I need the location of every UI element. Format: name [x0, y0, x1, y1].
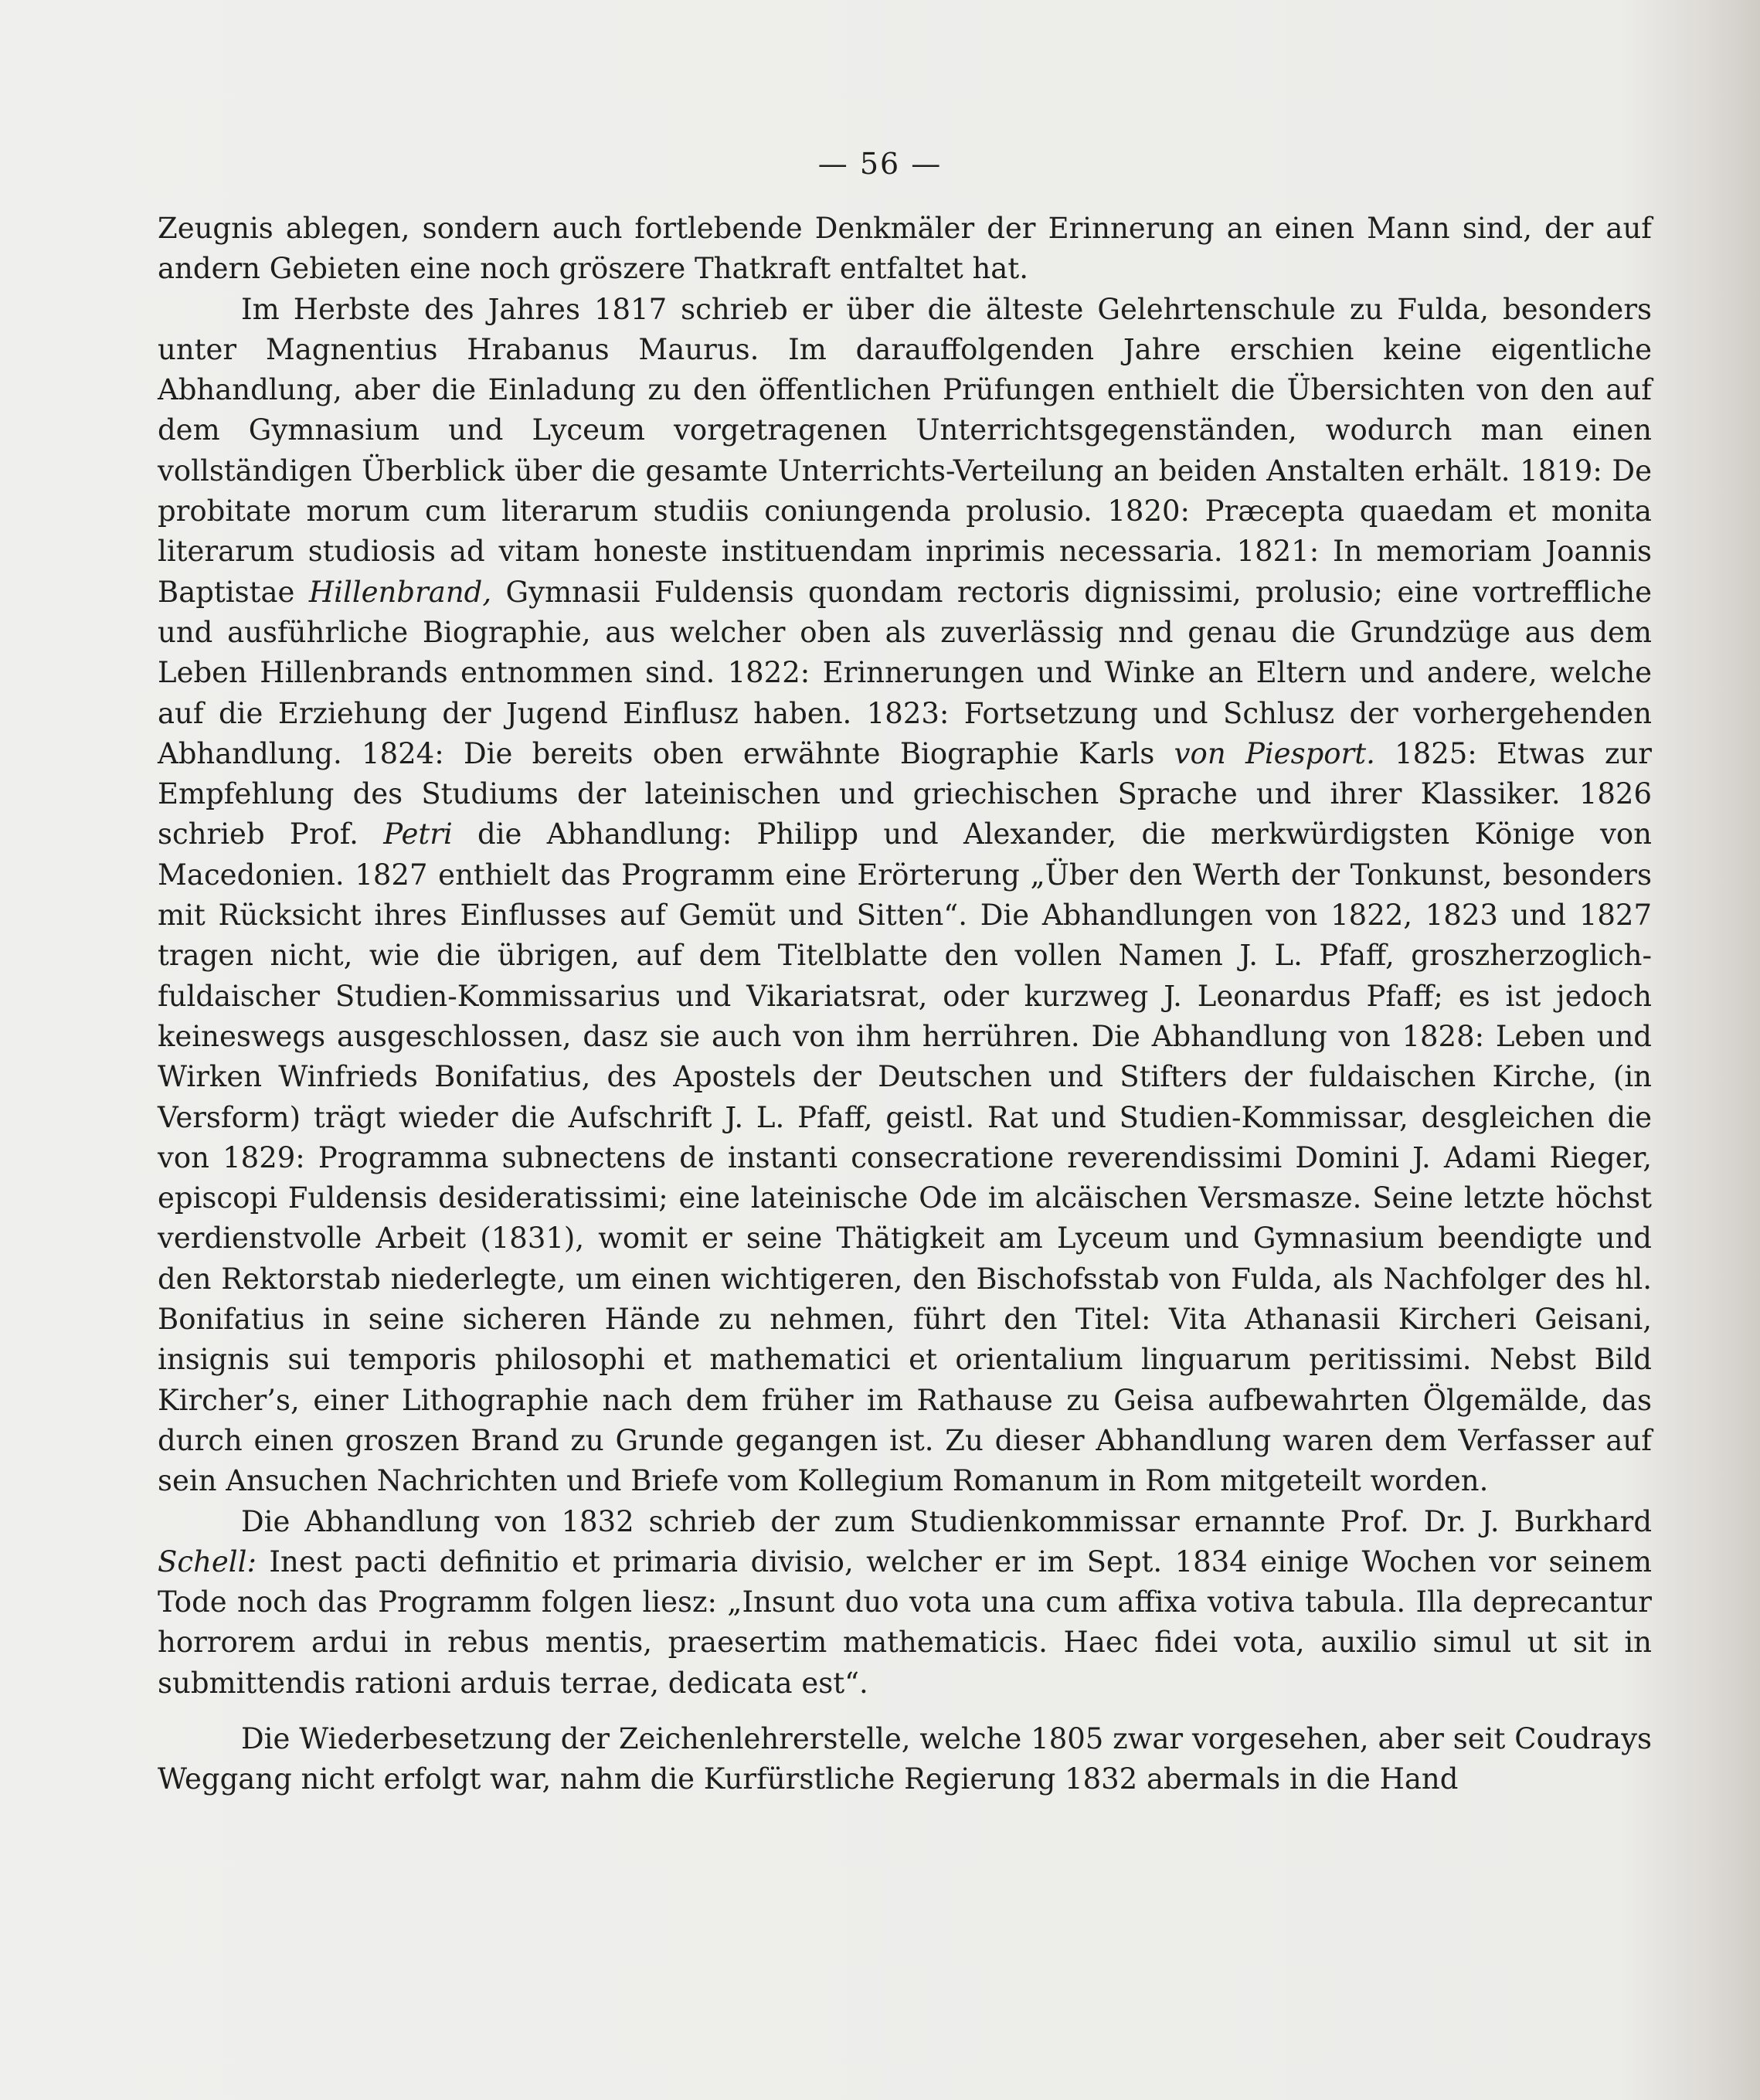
page-number: — 56 —	[817, 147, 943, 181]
text-run: Die Wiederbesetzung der Zeichenlehrerstelle, welche 1805 zwar vorgesehen, aber seit Coudrays Weggang nicht erfolgt war, nahm die Kurfürstliche Regierung 1832 abermals in die Hand	[158, 1721, 1652, 1796]
text-run: Inest pacti definitio et primaria divisio, welcher er im Sept. 1834 einige Wochen vor seinem Tode noch das Programm folgen liesz: „Insunt duo vota una cum affixa votiva tabula. Illa deprecantur horrorem ardui in rebus mentis, praesertim mathematicis. Haec fidei vota, auxilio simul ut sit in submittendis rationi arduis terrae, dedicata est“.	[158, 1544, 1652, 1700]
text-run: 1825: Etwas zur Empfehlung des Studiums der lateinischen und griechischen Sprache und ihrer Klassiker. 1826 schrieb Prof.	[158, 736, 1652, 851]
paragraph	[158, 209, 1652, 290]
text-run: Die Abhandlung von 1832 schrieb der zum Studienkommissar ernannte Prof. Dr. J. Burkhard	[241, 1504, 1652, 1538]
body-text	[158, 209, 1652, 1800]
text-run: die Abhandlung: Philipp und Alexander, die merkwürdigsten Könige von Macedonien. 1827 enthielt das Programm eine Erörterung „Über den Werth der Tonkunst, besonders mit Rücksicht ihres Einflusses auf Gemüt und Sitten“. Die Abhandlungen von 1822, 1823 und 1827 tragen nicht, wie die übrigen, auf dem Titelblatte den vollen Namen J. L. Pfaff, groszherzoglich-fuldaischer Studien-Kommissarius und Vikariatsrat, oder kurzweg J. Leonardus Pfaff; es ist jedoch keineswegs ausgeschlossen, dasz sie auch von ihm herrühren. Die Abhandlung von 1828: Leben und Wirken Winfrieds Bonifatius, des Apostels der Deutschen und Stifters der fuldaischen Kirche, (in Versform) trägt wieder die Aufschrift J. L. Pfaff, geistl. Rat und Studien-Kommissar, desgleichen die von 1829: Programma subnectens de instanti consecratione reverendissimi Domini J. Adami Rieger, episcopi Fuldensis desideratissimi; eine lateinische Ode im alcäischen Versmasze. Seine letzte höchst verdienstvolle Arbeit (1831), womit er seine Thätigkeit am Lyceum und Gymnasium beendigte und den Rektorstab niederlegte, um einen wichtigeren, den Bischofsstab von Fulda, als Nachfolger des hl. Bonifatius in seine sicheren Hände zu nehmen, führt den Titel: Vita Athanasii Kircheri Geisani, insignis sui temporis philosophi et mathematici et orientalium linguarum peritissimi. Nebst Bild Kircher’s, einer Lithographie nach dem früher im Rathause zu Geisa aufbewahrten Ölgemälde, das durch einen groszen Brand zu Grunde gegangen ist. Zu dieser Abhandlung waren dem Verfasser auf sein Ansuchen Nachrichten und Briefe vom Kollegium Romanum in Rom mitgeteilt worden.	[158, 817, 1652, 1498]
paragraph	[158, 1719, 1652, 1800]
paragraph	[158, 1502, 1652, 1704]
paragraph	[158, 290, 1652, 1502]
italic-name: Petri	[383, 817, 453, 851]
italic-name: von Piesport.	[1174, 736, 1375, 770]
italic-name: Hillenbrand,	[308, 575, 492, 609]
text-run: Im Herbste des Jahres 1817 schrieb er über die älteste Gelehrtenschule zu Fulda, besonders unter Magnentius Hrabanus Maurus. Im darauffolgenden Jahre erschien keine eigentliche Abhandlung, aber die Einladung zu den öffentlichen Prüfungen enthielt die Übersichten von den auf dem Gymnasium und Lyceum vorgetragenen Unterrichtsgegenständen, wodurch man einen vollständigen Überblick über die gesamte Unterrichts-Verteilung an beiden Anstalten erhält. 1819: De probitate morum cum literarum studiis coniungenda prolusio. 1820: Præcepta quaedam et monita literarum studiosis ad vitam honeste instituendam inprimis necessaria. 1821: In memoriam Joannis Baptistae	[158, 292, 1652, 609]
italic-name: Schell:	[158, 1544, 257, 1578]
text-run: Zeugnis ablegen, sondern auch fortlebende Denkmäler der Erinnerung an einen Mann sind, der auf andern Gebieten eine noch gröszere Thatkraft entfaltet hat.	[158, 212, 1652, 286]
text-run: Gymnasii Fuldensis quondam rectoris dignissimi, prolusio; eine vortreffliche und ausführliche Biographie, aus welcher oben als zuverlässig nnd genau die Grundzüge aus dem Leben Hillenbrands entnommen sind. 1822: Erinnerungen und Winke an Eltern und andere, welche auf die Erziehung der Jugend Einflusz haben. 1823: Fortsetzung und Schlusz der vorhergehenden Abhandlung. 1824: Die bereits oben erwähnte Biographie Karls	[158, 575, 1653, 770]
